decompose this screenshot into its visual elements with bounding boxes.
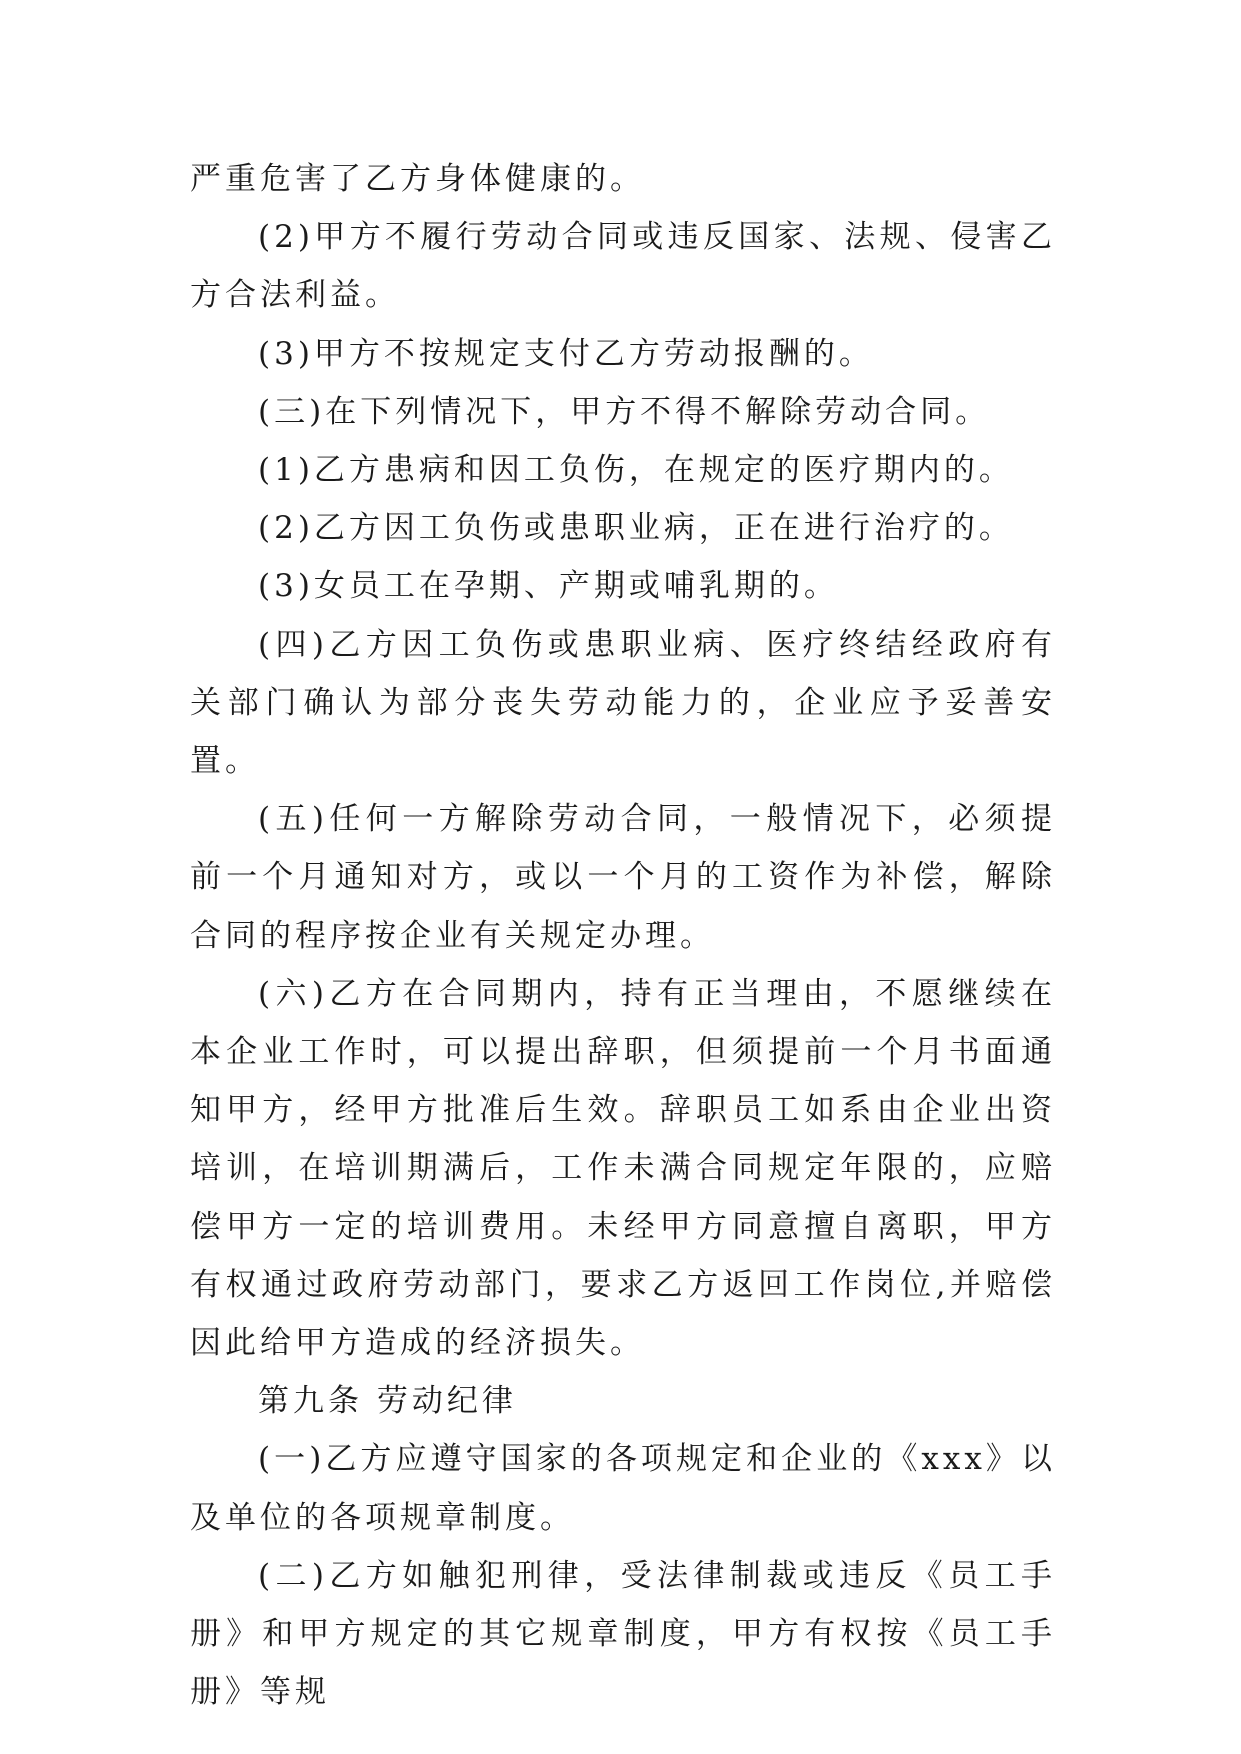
paragraph: (2)乙方因工负伤或患职业病，正在进行治疗的。 [258,510,1014,547]
paragraph: 严重危害了乙方身体健康的。 [190,161,645,197]
paragraph: (3)甲方不按规定支付乙方劳动报酬的。 [258,335,874,372]
paragraph: (3)女员工在孕期、产期或哺乳期的。 [258,568,839,605]
paragraph: (一)乙方应遵守国家的各项规定和企业的《xxx》以及单位的各项规章制度。 [190,1441,1056,1536]
paragraph: (四)乙方因工负伤或患职业病、医疗终结经政府有关部门确认为部分丧失劳动能力的，企业应予妥善安置。 [190,626,1056,780]
paragraph: (六)乙方在合同期内，持有正当理由，不愿继续在本企业工作时，可以提出辞职，但须提前一个月书面通知甲方，经甲方批准后生效。辞职员工如系由企业出资培训，在培训期满后，工作未满合同规定年限的，应赔偿甲方一定的培训费用。未经甲方同意擅自离职，甲方有权通过政府劳动部门，要求乙方返回工作岗位,并赔偿因此给甲方造成的经济损失。 [190,975,1056,1362]
paragraph: (二)乙方如触犯刑律，受法律制裁或违反《员工手册》和甲方规定的其它规章制度，甲方有权按《员工手册》等规 [190,1557,1056,1711]
section-heading: 第九条 劳动纪律 [258,1383,517,1420]
paragraph: (1)乙方患病和因工负伤，在规定的医疗期内的。 [258,452,1014,489]
paragraph: (2)甲方不履行劳动合同或违反国家、法规、侵害乙方合法利益。 [190,219,1056,314]
paragraph: (三)在下列情况下，甲方不得不解除劳动合同。 [258,393,991,430]
paragraph: (五)任何一方解除劳动合同，一般情况下，必须提前一个月通知对方，或以一个月的工资作为补偿，解除合同的程序按企业有关规定办理。 [190,801,1056,954]
document-body [190,150,1056,1721]
